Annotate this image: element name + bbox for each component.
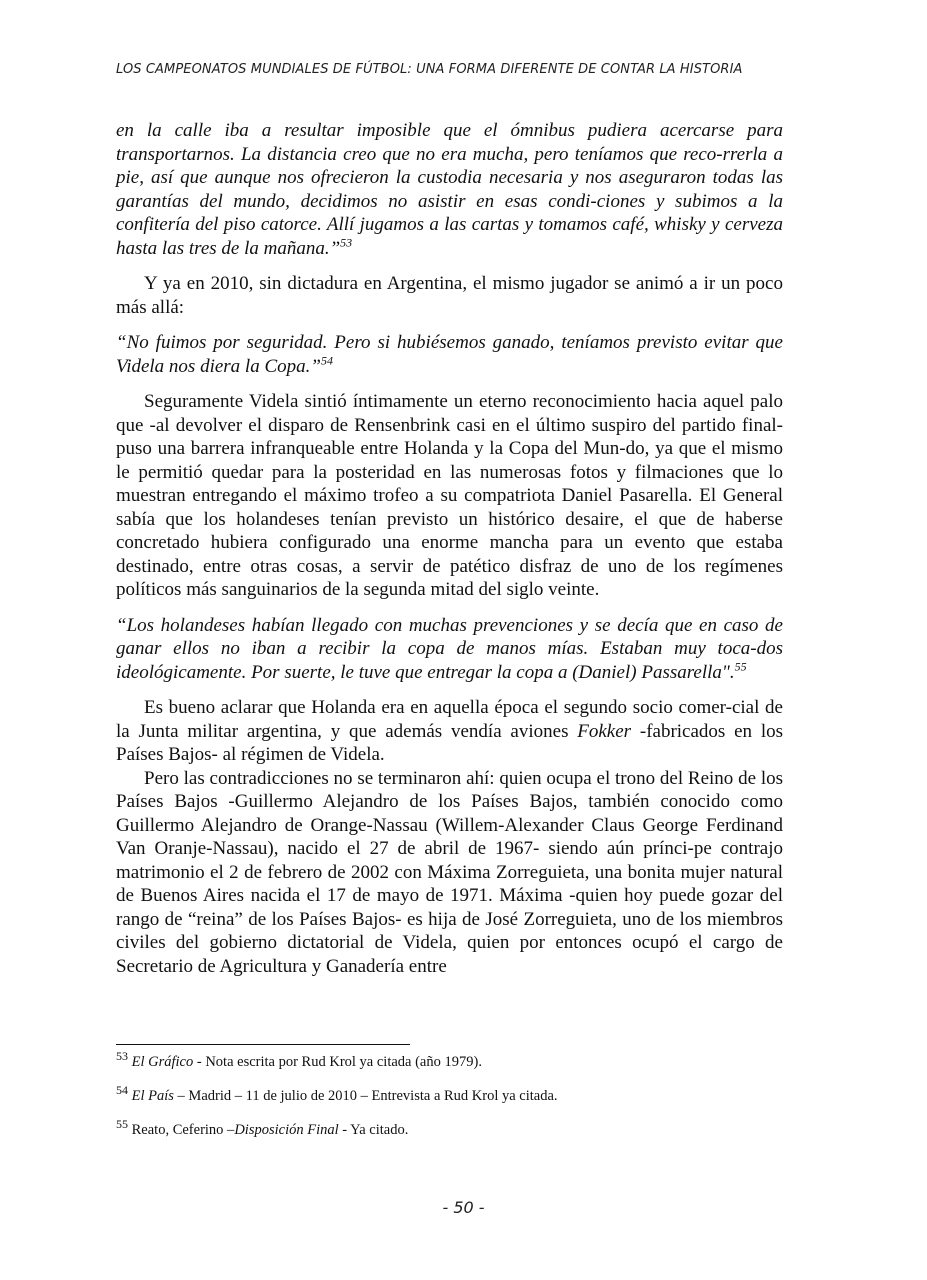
footnote-separator [116, 1044, 410, 1045]
body-text [116, 119, 783, 990]
quote-paragraph: “No fuimos por seguridad. Pero si hubiésemos ganado, teníamos previsto evitar que Videla nos diera la Copa.”$^{54}$ [116, 332, 783, 377]
emphasis: Fokker [577, 720, 632, 742]
footnote-ref[interactable]: 53 [340, 235, 353, 250]
footnote-ref[interactable]: 55 [734, 659, 747, 674]
paragraph: Es bueno aclarar que Holanda era en aquella época el segundo socio comer-cial de la Junta militar argentina, y que además vendía aviones Fokker -fabricados en los Países Bajos- al régimen de Videla. [116, 697, 784, 765]
paragraph: Seguramente Videla sintió íntimamente un eterno reconocimiento hacia aquel palo que -al devolver el disparo de Rensenbrink casi en el último suspiro del partido final- puso una barrera infranqueable entre Holanda y la Copa del Mun-do, ya que el mismo le permitió quedar para la posteridad en las numerosas fotos y filmaciones que lo muestran entregando el máximo trofeo a su compatriota Daniel Pasarella. El General sabía que los holandeses tenían previsto un histórico desaire, el que de haberse concretado hubiera configurado una enorme mancha para un evento que estaba destinado, entre otras cosas, a servir de patético disfraz de uno de los regímenes políticos más sanguinarios de la segunda mitad del siglo veinte. [116, 391, 783, 600]
footnote: $^{53}$ El Gráfico - Nota escrita por Rud Krol ya citada (año 1979). [116, 1049, 482, 1070]
footnote: $^{54}$ El País – Madrid – 11 de julio de 2010 – Entrevista a Rud Krol ya citada. [116, 1083, 558, 1104]
footnote-ref[interactable]: 54 [320, 353, 333, 368]
paragraph: Pero las contradicciones no se terminaron ahí: quien ocupa el trono del Reino de los Países Bajos -Guillermo Alejandro de los Países Bajos, también conocido como Guillermo Alejandro de Orange-Nassau (Willem-Alexander Claus George Ferdinand Van Oranje-Nassau), nacido el 27 de abril de 1967- siendo aún prínci-pe contrajo matrimonio el 2 de febrero de 2002 con Máxima Zorreguieta, una bonita mujer natural de Buenos Aires nacida el 17 de mayo de 1971. Máxima -quien hoy puede gozar del rango de “reina” de los Países Bajos- es hija de José Zorreguieta, uno de los miembros civiles del gobierno dictatorial de Videla, quien por entonces ocupó el cargo de Secretario de Agricultura y Ganadería entre [116, 767, 783, 977]
paragraph: Y ya en 2010, sin dictadura en Argentina, el mismo jugador se animó a ir un poco más allá: [116, 273, 783, 318]
quote-paragraph: en la calle iba a resultar imposible que el ómnibus pudiera acercarse para transportarnos. La distancia creo que no era mucha, pero teníamos que reco-rrerla a pie, así que aunque nos ofrecieron la custodia necesaria y nos aseguraron todas las garantías del mundo, decidimos no asistir en esas condi-ciones y subimos a la confitería del piso catorce. Allí jugamos a las cartas y tomamos café, whisky y cerveza hasta las tres de la mañana.”$^{53}$ [116, 120, 783, 259]
footnotes [116, 1049, 783, 1155]
running-header: LOS CAMPEONATOS MUNDIALES DE FÚTBOL: UNA FORMA DIFERENTE DE CONTAR LA HISTORIA [116, 62, 743, 77]
quote-paragraph: “Los holandeses habían llegado con muchas prevenciones y se decía que en caso de ganar ellos no iban a recibir la copa de manos mías. Estaban muy toca-dos ideológicamente. Por suerte, le tuve que entregar la copa a (Daniel) Passarella".$^{55}$ [116, 614, 783, 683]
footnote: $^{55}$ Reato, Ceferino –Disposición Final - Ya citado. [116, 1117, 409, 1138]
page-number: - 50 - [442, 1198, 485, 1217]
